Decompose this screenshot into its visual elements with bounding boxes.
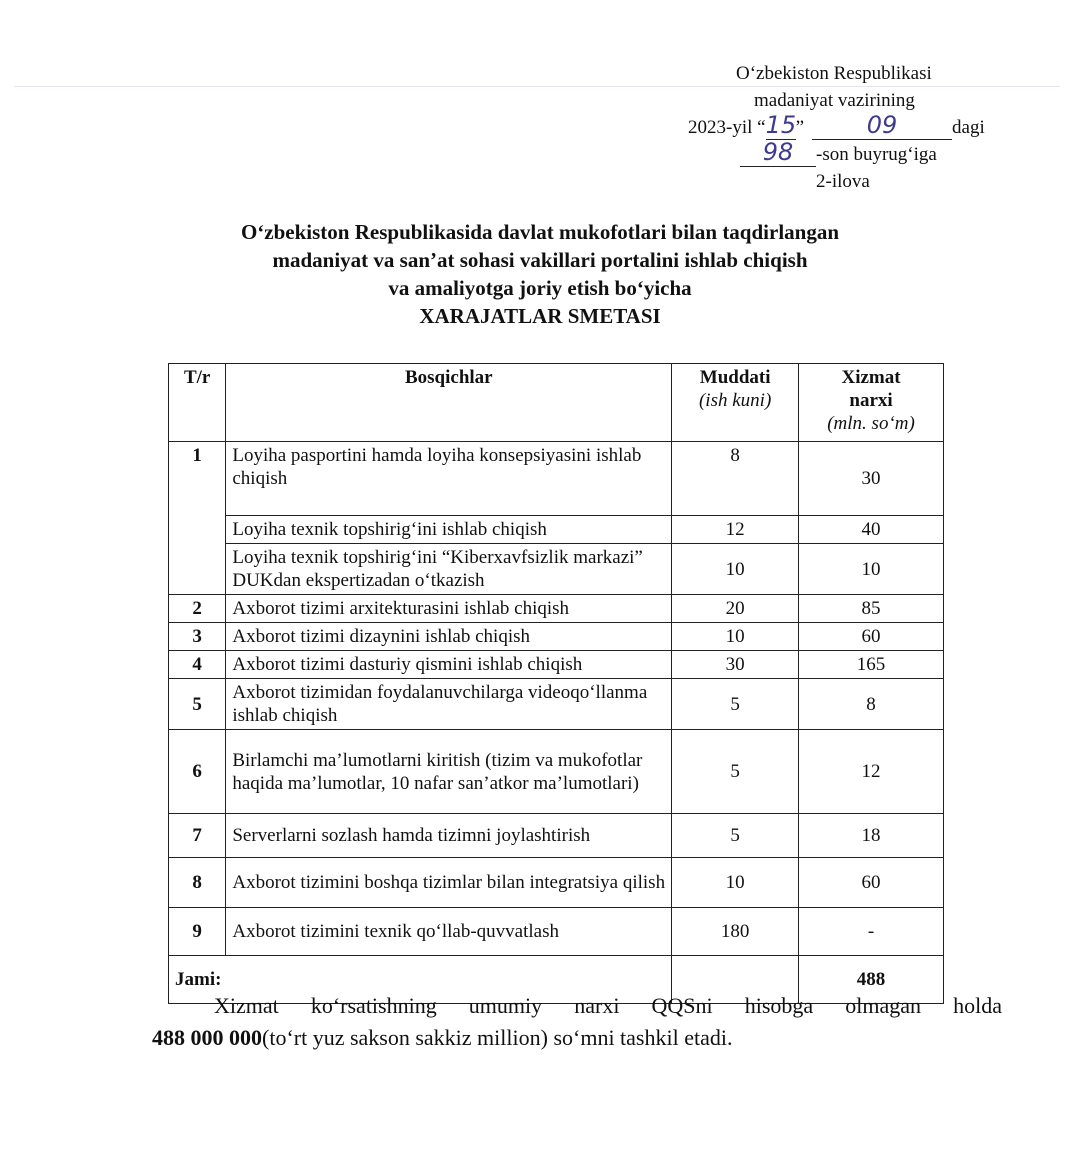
title-line-4: XARAJATLAR SMETASI	[419, 304, 661, 328]
table-row	[169, 730, 944, 814]
summary-line-1: Xizmat ko‘rsatishning umumiy narxi QQSni hisobga olmagan holda	[214, 993, 1002, 1018]
row-stage: Loyiha texnik topshirig‘ini “Kiberxavfsizlik markazi” DUKdan ekspertizadan o‘tkazish	[226, 544, 672, 595]
table-row	[169, 814, 944, 858]
header-days-sub: (ish kuni)	[698, 390, 772, 411]
dagi-label: dagi	[952, 117, 985, 138]
row-price: 30	[799, 442, 944, 516]
table-row	[169, 858, 944, 908]
row-price: 18	[799, 814, 944, 858]
row-days: 180	[672, 908, 799, 956]
table-header-row	[169, 364, 944, 442]
row-price: 40	[799, 516, 944, 544]
year-prefix: 2023-yil “	[688, 117, 766, 138]
row-stage: Axborot tizimi dizaynini ishlab chiqish	[226, 623, 672, 651]
title-line-2: madaniyat va san’at sohasi vakillari portalini ishlab chiqish	[272, 248, 808, 272]
header-price	[799, 364, 944, 442]
table-row	[169, 908, 944, 956]
row-num: 7	[169, 814, 226, 858]
month-field	[812, 111, 952, 140]
order-number-field	[740, 138, 816, 167]
row-stage: Axborot tizimini boshqa tizimlar bilan integratsiya qilish	[226, 858, 672, 908]
header-days-label: Muddati	[699, 367, 771, 388]
total-price: 488	[799, 956, 944, 1004]
row-stage: Axborot tizimini texnik qo‘llab-quvvatlash	[226, 908, 672, 956]
summary-paragraph	[152, 990, 1002, 1054]
row-num: 6	[169, 730, 226, 814]
row-num: 1	[169, 442, 226, 595]
row-num: 2	[169, 595, 226, 623]
handwritten-day: 15	[765, 111, 797, 139]
summary-line-2	[152, 1022, 1002, 1054]
row-stage: Birlamchi ma’lumotlarni kiritish (tizim va mukofotlar haqida ma’lumotlar, 10 nafar san’atkor ma’lumotlari)	[226, 730, 672, 814]
row-stage: Axborot tizimi arxitekturasini ishlab chiqish	[226, 595, 672, 623]
table-row	[169, 623, 944, 651]
table-row	[169, 544, 944, 595]
handwritten-order-number: 98	[762, 138, 794, 166]
row-days: 10	[672, 623, 799, 651]
header-stage: Bosqichlar	[226, 364, 672, 442]
row-price: 8	[799, 679, 944, 730]
row-days: 10	[672, 858, 799, 908]
annex-line-ministry: madaniyat vazirining	[754, 90, 915, 111]
document-title	[160, 218, 920, 330]
row-price: -	[799, 908, 944, 956]
row-days: 20	[672, 595, 799, 623]
total-amount-words: (to‘rt yuz sakson sakkiz million) so‘mni tashkil etadi.	[262, 1025, 733, 1050]
row-stage: Loyiha pasportini hamda loyiha konsepsiyasini ishlab chiqish	[226, 442, 672, 516]
annex-line-date	[640, 111, 1040, 141]
annex-line-order	[640, 138, 1040, 168]
row-price: 60	[799, 623, 944, 651]
order-suffix: -son buyrug‘iga	[816, 144, 937, 165]
row-num: 5	[169, 679, 226, 730]
table-row	[169, 595, 944, 623]
header-price-line1: Xizmat	[841, 367, 901, 388]
table-row	[169, 679, 944, 730]
row-num: 8	[169, 858, 226, 908]
handwritten-month: 09	[866, 111, 898, 139]
table-row	[169, 442, 944, 516]
row-days: 30	[672, 651, 799, 679]
row-days: 10	[672, 544, 799, 595]
header-num: T/r	[169, 364, 226, 442]
row-days: 5	[672, 679, 799, 730]
title-line-1: O‘zbekiston Respublikasida davlat mukofotlari bilan taqdirlangan	[240, 220, 840, 244]
row-num: 3	[169, 623, 226, 651]
row-price: 10	[799, 544, 944, 595]
row-days: 12	[672, 516, 799, 544]
header-price-sub: (mln. so‘m)	[827, 413, 915, 434]
row-price: 85	[799, 595, 944, 623]
row-price: 60	[799, 858, 944, 908]
row-price: 12	[799, 730, 944, 814]
annex-header	[640, 60, 1040, 195]
row-price: 165	[799, 651, 944, 679]
table-row	[169, 651, 944, 679]
total-amount: 488 000 000	[152, 1025, 262, 1050]
annex-line-republic: O‘zbekiston Respublikasi	[736, 63, 932, 84]
annex-label: 2-ilova	[816, 171, 870, 192]
header-days	[672, 364, 799, 442]
row-num: 9	[169, 908, 226, 956]
header-price-line2: narxi	[849, 390, 893, 411]
row-days: 5	[672, 730, 799, 814]
cost-estimate-table	[168, 363, 944, 1004]
row-stage: Loyiha texnik topshirig‘ini ishlab chiqish	[226, 516, 672, 544]
row-days: 8	[672, 442, 799, 516]
total-label: Jami:	[169, 956, 672, 1004]
row-stage: Axborot tizimidan foydalanuvchilarga videoqo‘llanma ishlab chiqish	[226, 679, 672, 730]
quote-close: ”	[795, 117, 805, 138]
row-stage: Axborot tizimi dasturiy qismini ishlab chiqish	[226, 651, 672, 679]
row-days: 5	[672, 814, 799, 858]
title-line-3: va amaliyotga joriy etish bo‘yicha	[388, 276, 692, 300]
row-num: 4	[169, 651, 226, 679]
day-field	[765, 111, 797, 140]
table-row	[169, 516, 944, 544]
row-stage: Serverlarni sozlash hamda tizimni joylashtirish	[226, 814, 672, 858]
